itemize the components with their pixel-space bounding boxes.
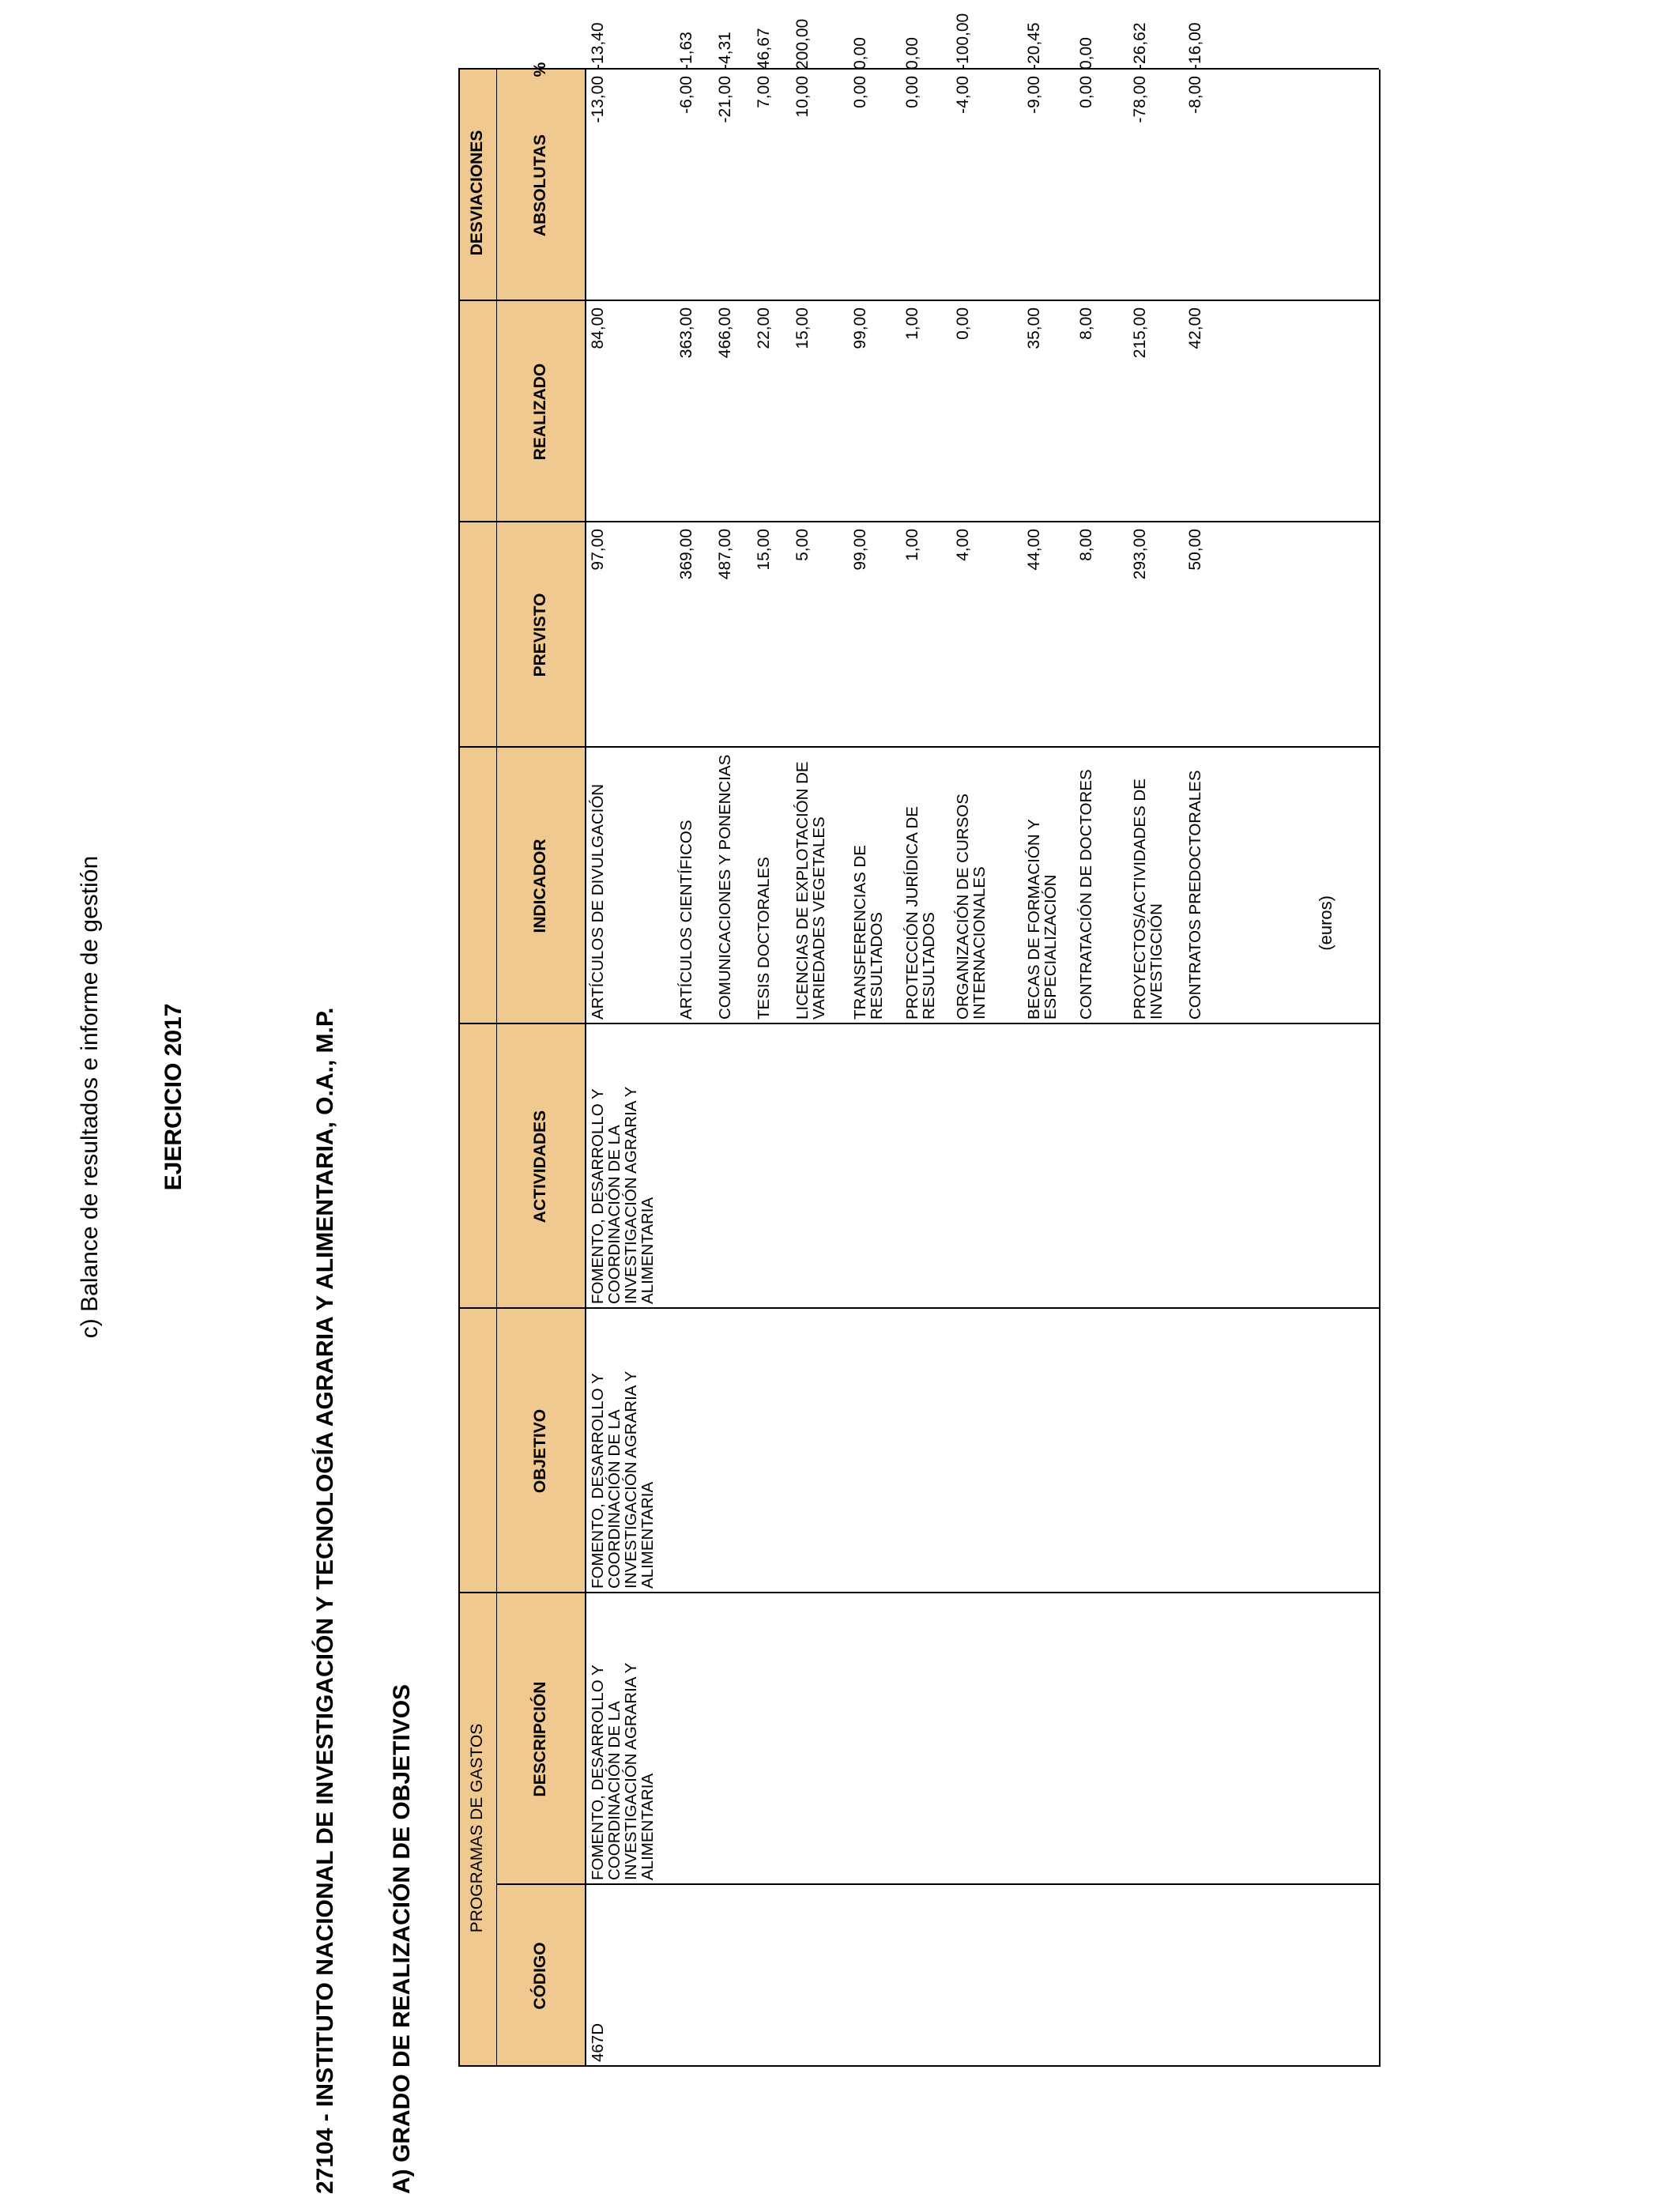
group-header-desviaciones: DESVIACIONES [458,70,496,316]
row-9-previsto: 8,00 [1077,529,1095,561]
indicator-8: BECAS DE FORMACIÓN Y ESPECIALIZACIÓN [1025,819,1060,1020]
objectives-table [458,13,1379,2194]
row-3-realizado: 22,00 [755,307,773,349]
row-0-realizado: 84,00 [589,307,607,349]
column-header-absolutas: ABSOLUTAS [496,70,585,301]
objectives-title: A) GRADO DE REALIZACIÓN DE OBJETIVOS [389,1683,415,2194]
row-6-porcentaje: 0,00 [903,37,921,70]
row-6-absolutas: 0,00 [903,76,921,108]
row-0-porcentaje: -13,40 [589,22,607,70]
row-11-realizado: 42,00 [1186,307,1204,349]
row-2-realizado: 466,00 [716,307,734,359]
row-4-absolutas: 10,00 [793,76,812,118]
row-10-previsto: 293,00 [1131,529,1149,580]
row-1-realizado: 363,00 [677,307,695,359]
column-divider-2 [458,1592,1379,1593]
row-11-porcentaje: -16,00 [1186,22,1204,70]
column-divider-4 [458,1023,1379,1024]
entity-title-text: 27104 - INSTITUTO NACIONAL DE INVESTIGACIÓN Y TECNOLOGÍA AGRARIA Y ALIMENTARIA, O.A., M.P. [312,1007,338,2194]
row-9-realizado: 8,00 [1077,307,1095,340]
row-8-absolutas: -9,00 [1025,76,1043,114]
table-border-top [458,70,460,2067]
row-7-realizado: 0,00 [954,307,972,340]
program-actividades: FOMENTO, DESARROLLO Y COORDINACIÓN DE LA INVESTIGACIÓN AGRARIA Y ALIMENTARIA [589,1087,657,1304]
row-8-previsto: 44,00 [1025,529,1043,571]
row-7-previsto: 4,00 [954,529,972,561]
indicator-11: CONTRATOS PREDOCTORALES [1186,770,1204,1020]
row-6-realizado: 1,00 [903,307,921,340]
row-8-realizado: 35,00 [1025,307,1043,349]
row-9-porcentaje: 0,00 [1077,37,1095,70]
column-header-codigo: CÓDIGO [496,1885,585,2067]
row-4-realizado: 15,00 [793,307,812,349]
indicator-10: PROYECTOS/ACTIVIDADES DE INVESTIGCIÓN [1131,778,1166,1020]
row-1-previsto: 369,00 [677,529,695,580]
row-10-absolutas: -78,00 [1131,76,1149,123]
column-divider-3 [458,1307,1379,1309]
group-header-divider [496,70,497,2067]
program-codigo: 467D [589,2022,607,2062]
table-border-bottom [1379,70,1381,2067]
indicator-1: ARTÍCULOS CIENTÍFICOS [677,820,695,1020]
row-1-absolutas: -6,00 [677,76,695,114]
row-5-absolutas: 0,00 [851,76,869,108]
column-header-actividades: ACTIVIDADES [496,1024,585,1309]
row-2-previsto: 487,00 [716,529,734,580]
row-2-absolutas: -21,00 [716,76,734,123]
group-header-spacer [458,316,496,1589]
column-header-indicador: INDICADOR [496,748,585,1024]
indicator-7: ORGANIZACIÓN DE CURSOS INTERNACIONALES [954,794,989,1020]
row-11-absolutas: -8,00 [1186,76,1204,114]
row-4-previsto: 5,00 [793,529,812,561]
row-4-porcentaje: 200,00 [793,18,812,70]
row-10-realizado: 215,00 [1131,307,1149,359]
row-1-porcentaje: -1,63 [677,32,695,70]
column-divider-0 [458,2065,1379,2067]
indicator-9: CONTRATACIÓN DE DOCTORES [1077,769,1095,1020]
group-header-programas: PROGRAMAS DE GASTOS [458,1589,496,2067]
row-7-absolutas: -4,00 [954,76,972,114]
indicator-0: ARTÍCULOS DE DIVULGACIÓN [589,783,607,1020]
section-title: c) Balance de resultados e informe de gestión [77,855,103,1339]
row-8-porcentaje: -20,45 [1025,22,1043,70]
indicator-2: COMUNICACIONES Y PONENCIAS [716,754,734,1020]
program-objetivo: FOMENTO, DESARROLLO Y COORDINACIÓN DE LA INVESTIGACIÓN AGRARIA Y ALIMENTARIA [589,1371,657,1589]
column-header-realizado: REALIZADO [496,301,585,522]
indicator-6: PROTECCIÓN JURÍDICA DE RESULTADOS [903,806,938,1020]
row-7-porcentaje: -100,00 [954,13,972,70]
column-divider-1 [496,1883,1379,1885]
column-header-previsto: PREVISTO [496,522,585,748]
exercise-title: EJERCICIO 2017 [160,1003,186,1191]
column-header-descripcion: DESCRIPCIÓN [496,1593,585,1885]
row-3-previsto: 15,00 [755,529,773,571]
row-11-previsto: 50,00 [1186,529,1204,571]
indicator-3: TESIS DOCTORALES [755,857,773,1020]
row-5-previsto: 99,00 [851,529,869,571]
units-note: (euros) [1316,895,1335,951]
column-header-divider [585,70,586,2067]
row-0-absolutas: -13,00 [589,76,607,123]
row-2-porcentaje: -4,31 [716,32,734,70]
row-3-absolutas: 7,00 [755,76,773,108]
row-9-absolutas: 0,00 [1077,76,1095,108]
row-6-previsto: 1,00 [903,529,921,561]
row-0-previsto: 97,00 [589,529,607,571]
indicator-5: TRANSFERENCIAS DE RESULTADOS [851,845,886,1020]
row-5-realizado: 99,00 [851,307,869,349]
row-10-porcentaje: -26,62 [1131,22,1149,70]
program-descripcion: FOMENTO, DESARROLLO Y COORDINACIÓN DE LA INVESTIGACIÓN AGRARIA Y ALIMENTARIA [589,1663,657,1880]
indicator-4: LICENCIAS DE EXPLOTACIÓN DE VARIEDADES VEGETALES [793,761,828,1020]
row-3-porcentaje: 46,67 [755,28,773,70]
column-header-objetivo: OBJETIVO [496,1309,585,1593]
row-5-porcentaje: 0,00 [851,37,869,70]
